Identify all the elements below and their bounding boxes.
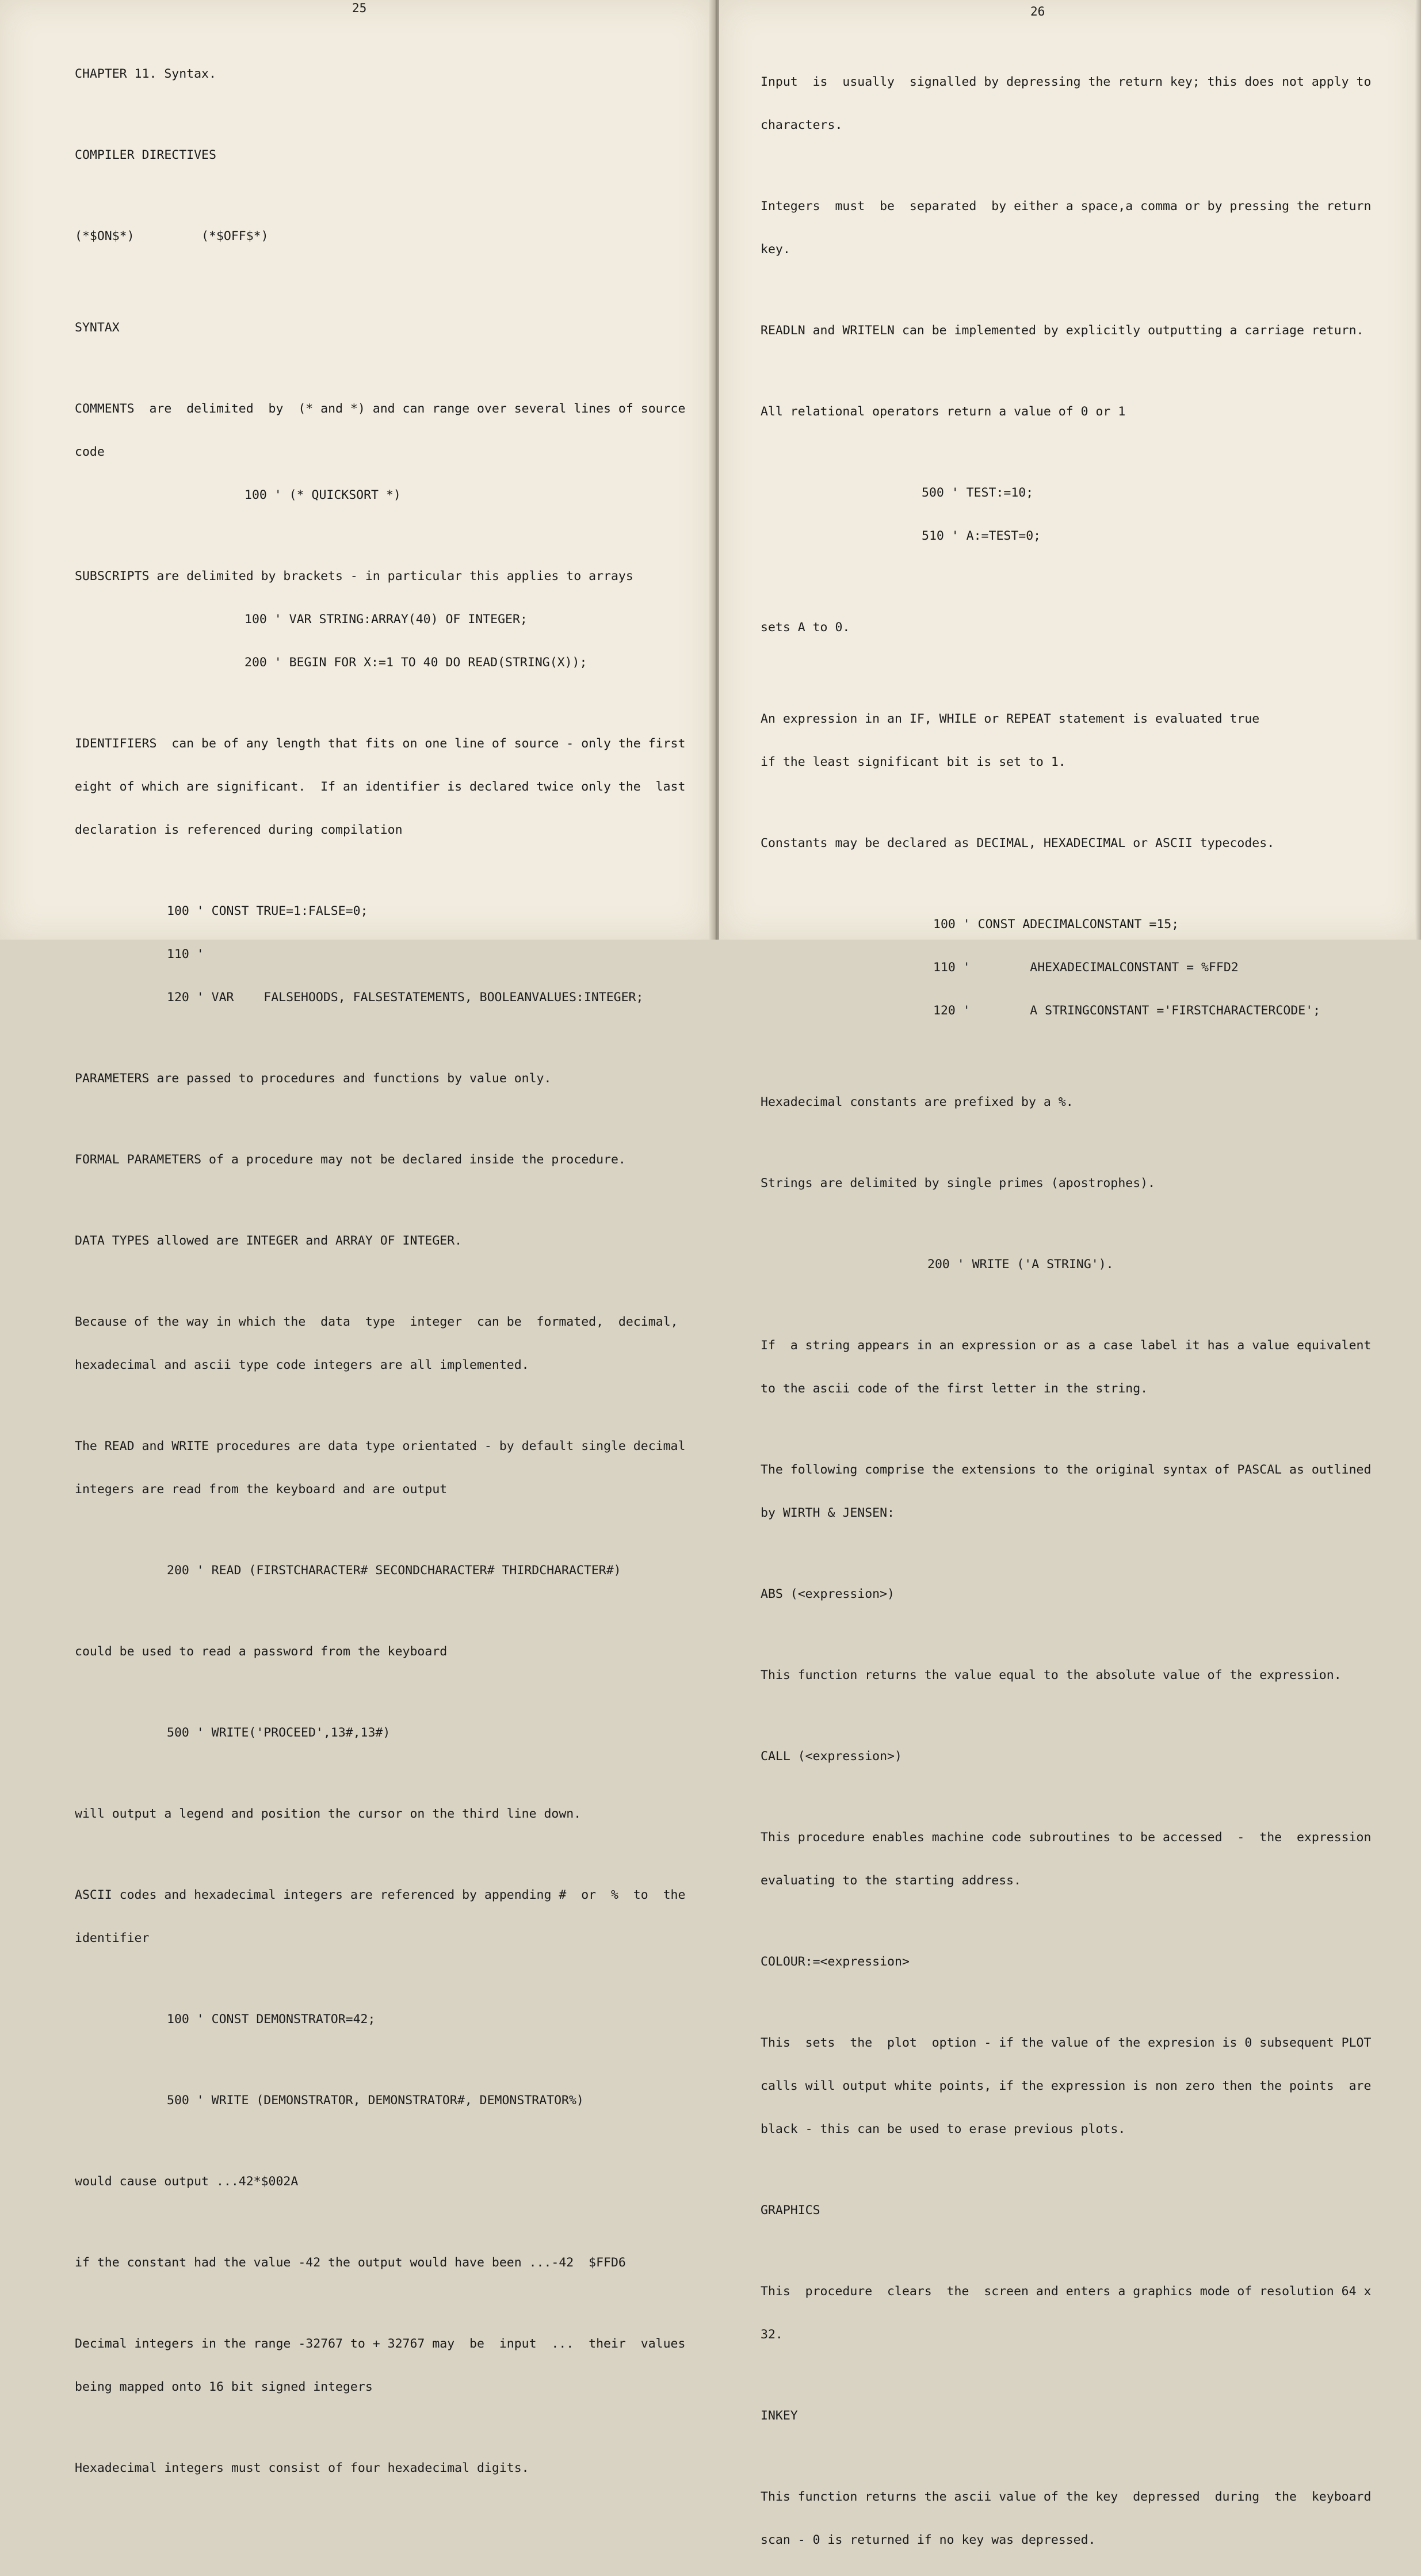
code-line: 110 ' AHEXADECIMALCONSTANT = %FFD2 <box>933 960 1239 975</box>
text-line: being mapped onto 16 bit signed integers <box>75 2380 373 2394</box>
text-line: hexadecimal and ascii type code integers are all implemented. <box>75 1358 529 1372</box>
text-line: to the ascii code of the first letter in the string. <box>761 1382 1148 1396</box>
code-line: 100 ' (* QUICKSORT *) <box>245 488 401 502</box>
code-line: 200 ' WRITE ('A STRING'). <box>927 1257 1114 1272</box>
text-line: The READ and WRITE procedures are data type orientated - by default single decimal <box>75 1439 686 1453</box>
text-line: PARAMETERS are passed to procedures and functions by value only. <box>75 1071 552 1086</box>
page-number: 25 <box>352 1 367 15</box>
code-line: 100 ' VAR STRING:ARRAY(40) OF INTEGER; <box>245 612 528 627</box>
text-line: (*$ON$*) (*$OFF$*) <box>75 229 269 243</box>
text-line: READLN and WRITELN can be implemented by explicitly outputting a carriage return. <box>761 323 1364 338</box>
text-line: This function returns the value equal to the absolute value of the expression. <box>761 1668 1342 1682</box>
chapter-heading: CHAPTER 11. Syntax. <box>75 67 216 81</box>
text-line: scan - 0 is returned if no key was depressed. <box>761 2533 1096 2547</box>
function-heading: GRAPHICS <box>761 2203 820 2218</box>
text-line: This function returns the ascii value of the key depressed during the keyboard <box>761 2490 1372 2504</box>
code-line: 200 ' BEGIN FOR X:=1 TO 40 DO READ(STRING(X)); <box>245 655 587 670</box>
page-number: 26 <box>1030 5 1045 18</box>
text-line: This procedure clears the screen and enters a graphics mode of resolution 64 x <box>761 2284 1372 2299</box>
text-line: The following comprise the extensions to the original syntax of PASCAL as outlined <box>761 1463 1372 1477</box>
text-line: This procedure enables machine code subroutines to be accessed - the expression <box>761 1830 1372 1845</box>
code-line: 100 ' CONST TRUE=1:FALSE=0; <box>167 904 368 918</box>
section-heading: SYNTAX <box>75 320 120 335</box>
function-heading: COLOUR:=<expression> <box>761 1955 910 1969</box>
text-line: eight of which are significant. If an identifier is declared twice only the last <box>75 780 686 794</box>
function-heading: INKEY <box>761 2409 798 2423</box>
text-line: Because of the way in which the data type integer can be formated, decimal, <box>75 1315 678 1329</box>
text-line: Input is usually signalled by depressing the return key; this does not apply to <box>761 75 1372 89</box>
left-text-column <box>75 38 686 2504</box>
text-line: 32. <box>761 2327 783 2342</box>
text-line: Hexadecimal constants are prefixed by a %. <box>761 1095 1074 1109</box>
section-heading: COMPILER DIRECTIVES <box>75 148 216 162</box>
text-line: black - this can be used to erase previous plots. <box>761 2122 1126 2136</box>
right-page <box>719 0 1421 2547</box>
text-line: calls will output white points, if the expression is non zero then the points are <box>761 2079 1372 2093</box>
text-line: Strings are delimited by single primes (apostrophes). <box>761 1176 1156 1190</box>
text-line: Decimal integers in the range -32767 to + 32767 may be input ... their values <box>75 2337 686 2351</box>
text-line: code <box>75 445 105 459</box>
code-line: 100 ' CONST DEMONSTRATOR=42; <box>167 2012 376 2027</box>
text-line: if the constant had the value -42 the output would have been ...-42 $FFD6 <box>75 2256 626 2270</box>
text-line: IDENTIFIERS can be of any length that fits on one line of source - only the first <box>75 736 686 751</box>
text-line: would cause output ...42*$002A <box>75 2174 299 2189</box>
code-line: 110 ' <box>167 947 204 961</box>
text-line: Integers must be separated by either a space,a comma or by pressing the return <box>761 199 1372 213</box>
right-text-column <box>761 46 1393 2576</box>
text-line: SUBSCRIPTS are delimited by brackets - in particular this applies to arrays <box>75 569 633 583</box>
code-line: 500 ' WRITE('PROCEED',13#,13#) <box>167 1726 391 1740</box>
function-heading: CALL (<expression>) <box>761 1749 902 1764</box>
text-line: All relational operators return a value of 0 or 1 <box>761 404 1126 419</box>
text-line: will output a legend and position the cursor on the third line down. <box>75 1807 582 1821</box>
text-line: sets A to 0. <box>761 620 850 635</box>
text-line: DATA TYPES allowed are INTEGER and ARRAY OF INTEGER. <box>75 1234 463 1248</box>
text-line: evaluating to the starting address. <box>761 1873 1022 1888</box>
code-line: 120 ' A STRINGCONSTANT ='FIRSTCHARACTERCODE'; <box>933 1003 1321 1018</box>
text-line: if the least significant bit is set to 1. <box>761 755 1066 769</box>
function-heading: ABS (<expression>) <box>761 1587 895 1601</box>
text-line: declaration is referenced during compilation <box>75 823 403 837</box>
text-line: key. <box>761 242 790 257</box>
text-line: ASCII codes and hexadecimal integers are referenced by appending # or % to the <box>75 1888 686 1902</box>
text-line: integers are read from the keyboard and are output <box>75 1482 448 1497</box>
text-line: An expression in an IF, WHILE or REPEAT statement is evaluated true <box>761 712 1260 726</box>
page-edge <box>1415 0 1421 940</box>
text-line: Hexadecimal integers must consist of four hexadecimal digits. <box>75 2461 529 2475</box>
text-line: Constants may be declared as DECIMAL, HEXADECIMAL or ASCII typecodes. <box>761 836 1275 850</box>
left-page <box>0 0 712 2475</box>
code-line: 500 ' TEST:=10; <box>922 486 1034 500</box>
text-line: identifier <box>75 1931 150 1945</box>
code-line: 500 ' WRITE (DEMONSTRATOR, DEMONSTRATOR#, DEMONSTRATOR%) <box>167 2093 584 2108</box>
code-line: 120 ' VAR FALSEHOODS, FALSESTATEMENTS, BOOLEANVALUES:INTEGER; <box>167 990 644 1005</box>
code-line: 200 ' READ (FIRSTCHARACTER# SECONDCHARACTER# THIRDCHARACTER#) <box>167 1563 621 1578</box>
code-line: 100 ' CONST ADECIMALCONSTANT =15; <box>933 917 1179 932</box>
text-line: FORMAL PARAMETERS of a procedure may not be declared inside the procedure. <box>75 1152 626 1167</box>
text-line: by WIRTH & JENSEN: <box>761 1506 895 1520</box>
text-line: COMMENTS are delimited by (* and *) and can range over several lines of source <box>75 402 686 416</box>
text-line: could be used to read a password from the keyboard <box>75 1644 448 1659</box>
text-line: If a string appears in an expression or as a case label it has a value equivalent <box>761 1338 1372 1353</box>
text-line: This sets the plot option - if the value of the expresion is 0 subsequent PLOT <box>761 2036 1372 2050</box>
text-line: characters. <box>761 118 843 132</box>
code-line: 510 ' A:=TEST=0; <box>922 529 1041 543</box>
